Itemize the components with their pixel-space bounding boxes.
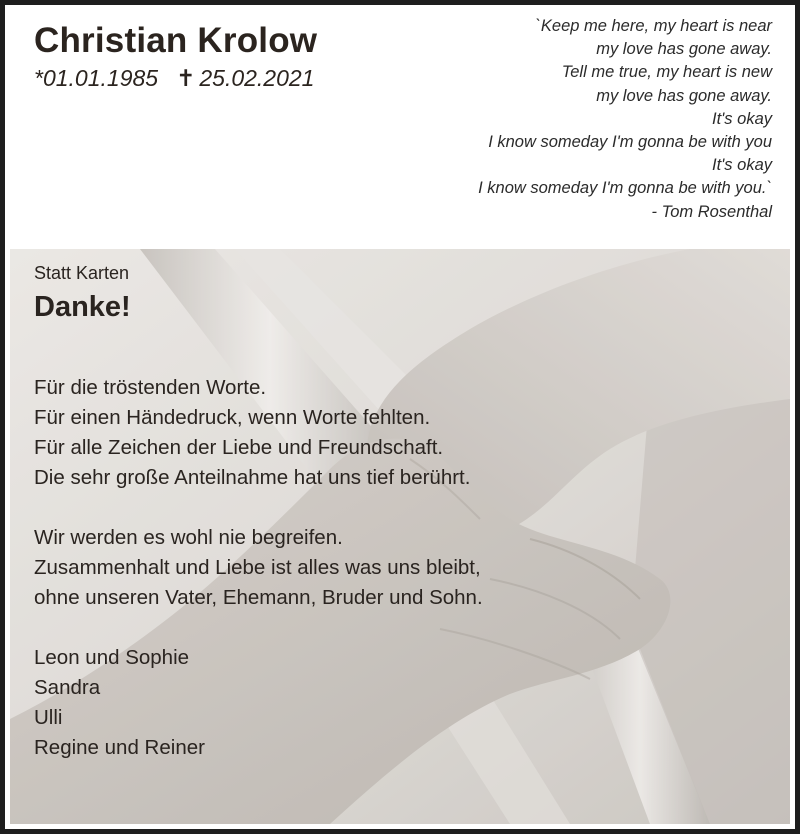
text-line: Für die tröstenden Worte. bbox=[34, 376, 267, 399]
cross-icon: ✝ bbox=[176, 65, 196, 91]
signatures bbox=[34, 643, 205, 763]
holding-hands-photo bbox=[10, 249, 790, 824]
birth-date: *01.01.1985 bbox=[34, 65, 159, 91]
signature-name: Regine und Reiner bbox=[34, 736, 205, 759]
text-line: Wir werden es wohl nie begreifen. bbox=[34, 526, 343, 549]
notice-title: Danke! bbox=[34, 291, 131, 323]
quote-line: my love has gone away. bbox=[596, 86, 772, 105]
quote-line: `Keep me here, my heart is near bbox=[535, 17, 772, 35]
header bbox=[5, 5, 795, 249]
death-date: 25.02.2021 bbox=[199, 65, 315, 91]
text-line: Zusammenhalt und Liebe ist alles was uns bleibt, bbox=[34, 556, 481, 579]
quote-line: It's okay bbox=[711, 109, 772, 128]
signature-name: Sandra bbox=[34, 676, 101, 699]
life-dates bbox=[34, 65, 314, 92]
grief-paragraph bbox=[34, 523, 483, 613]
text-line: Für einen Händedruck, wenn Worte fehlten. bbox=[34, 406, 431, 429]
quote-line: my love has gone away. bbox=[596, 40, 772, 59]
text-line: Für alle Zeichen der Liebe und Freundschaft. bbox=[34, 436, 444, 459]
text-line: Die sehr große Anteilnahme hat uns tief berührt. bbox=[34, 466, 471, 489]
kicker: Statt Karten bbox=[34, 263, 130, 283]
thanks-paragraph bbox=[34, 373, 470, 493]
quote-line: I know someday I'm gonna be with you bbox=[488, 133, 772, 152]
signature-name: Leon und Sophie bbox=[34, 646, 190, 669]
deceased-name: Christian Krolow bbox=[34, 21, 318, 60]
text-line: ohne unseren Vater, Ehemann, Bruder und Sohn. bbox=[34, 586, 483, 609]
quote-line: I know someday I'm gonna be with you.` bbox=[478, 179, 772, 198]
quote-attribution: - Tom Rosenthal bbox=[651, 202, 772, 221]
signature-name: Ulli bbox=[34, 706, 63, 729]
quote-line: It's okay bbox=[711, 156, 772, 175]
quote-line: Tell me true, my heart is new bbox=[561, 63, 772, 82]
song-quote bbox=[478, 15, 772, 224]
